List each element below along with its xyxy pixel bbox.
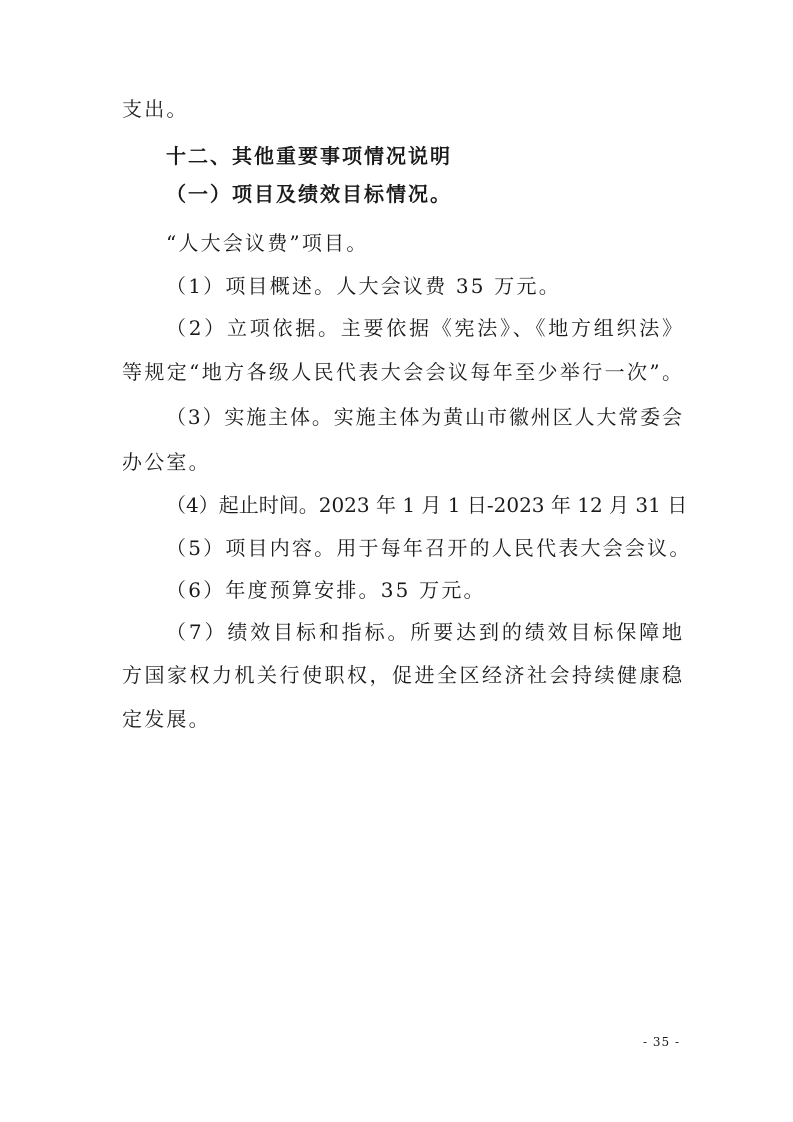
item-basis-line: （2）立项依据。主要依据《宪法》、《地方组织法》 bbox=[166, 316, 682, 340]
item-basis-continuation: 等规定“地方各级人民代表大会会议每年至少举行一次”。 bbox=[122, 360, 682, 384]
subsection-heading: （一）项目及绩效目标情况。 bbox=[166, 182, 452, 206]
page-number: - 35 - bbox=[643, 1035, 681, 1049]
item-goal-continuation: 方国家权力机关行使职权，促进全区经济社会持续健康稳 bbox=[122, 663, 682, 687]
project-name-line: “人大会议费”项目。 bbox=[166, 231, 369, 255]
item-content-line: （5）项目内容。用于每年召开的人民代表大会会议。 bbox=[166, 536, 692, 560]
text-line-continuation: 支出。 bbox=[122, 97, 189, 121]
item-goal-continuation-end: 定发展。 bbox=[122, 707, 211, 731]
item-budget-line: （6）年度预算安排。35 万元。 bbox=[166, 578, 486, 602]
item-subject-line: （3）实施主体。实施主体为黄山市徽州区人大常委会 bbox=[166, 405, 682, 429]
item-period-line: （4）起止时间。2023 年 1 月 1 日-2023 年 12 月 31 日 bbox=[166, 493, 688, 517]
item-subject-continuation: 办公室。 bbox=[122, 450, 211, 474]
section-heading: 十二、其他重要事项情况说明 bbox=[166, 144, 452, 168]
item-goal-line: （7）绩效目标和指标。所要达到的绩效目标保障地 bbox=[166, 620, 682, 644]
item-overview-line: （1）项目概述。人大会议费 35 万元。 bbox=[166, 274, 561, 298]
